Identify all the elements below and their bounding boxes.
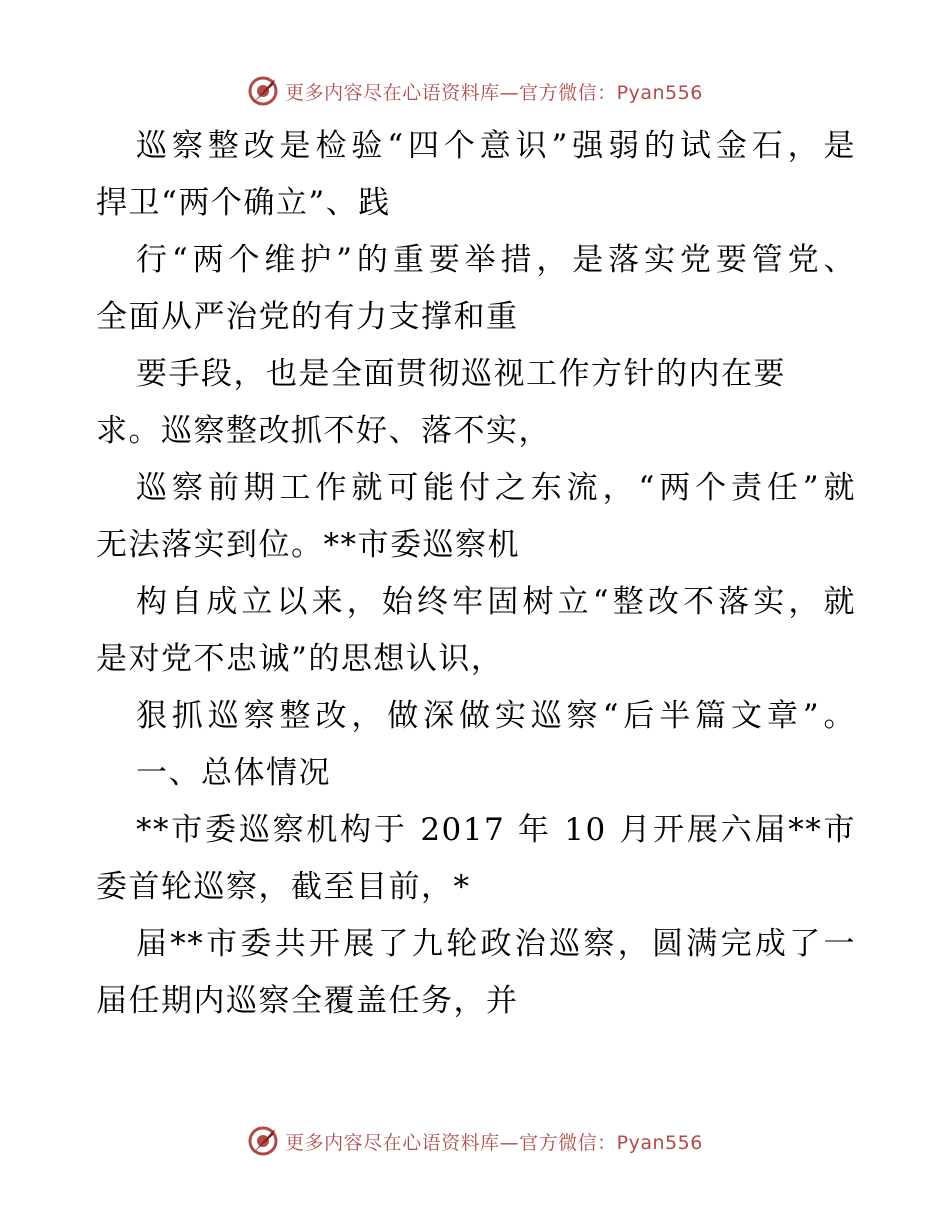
paragraph-3-line-2: 求。巡察整改抓不好、落不实， [96, 413, 551, 449]
paragraph-5-line-1: 构自成立以来，始终牢固树立“整改不落实，就 [136, 584, 856, 620]
document-body [96, 118, 856, 1030]
footer-watermark [0, 1123, 950, 1159]
paragraph-2-line-2: 全面从严治党的有力支撑和重 [96, 299, 519, 335]
pen-logo-icon [247, 1125, 279, 1157]
paragraph-4-line-1: 巡察前期工作就可能付之东流，“两个责任”就 [136, 470, 856, 506]
watermark-text: 更多内容尽在心语资料库—官方微信：Pyan556 [285, 81, 703, 104]
paragraph-5-line-2: 是对党不忠诚”的思想认识， [96, 641, 504, 677]
paragraph-7-line-2: 委首轮巡察，截至目前，* [96, 869, 471, 905]
watermark-text: 更多内容尽在心语资料库—官方微信：Pyan556 [285, 1131, 703, 1154]
paragraph-6-line-1: 狠抓巡察整改，做深做实巡察“后半篇文章”。 [136, 698, 856, 734]
section-heading-1: 一、总体情况 [136, 755, 331, 791]
paragraph-8-line-1: 届**市委共开展了九轮政治巡察，圆满完成了一 [136, 926, 856, 962]
paragraph-3-line-1: 要手段，也是全面贯彻巡视工作方针的内在要 [136, 356, 786, 392]
pen-logo-icon [247, 75, 279, 107]
paragraph-7-line-1: **市委巡察机构于 2017 年 10 月开展六届**市 [136, 812, 856, 848]
paragraph-8-line-2: 届任期内巡察全覆盖任务，并 [96, 983, 519, 1019]
header-watermark [0, 73, 950, 109]
paragraph-1-line-2: 捍卫“两个确立”、践 [96, 185, 391, 221]
paragraph-1-line-1: 巡察整改是检验“四个意识”强弱的试金石，是 [136, 128, 856, 164]
paragraph-4-line-2: 无法落实到位。**市委巡察机 [96, 527, 520, 563]
paragraph-2-line-1: 行“两个维护”的重要举措，是落实党要管党、 [136, 242, 856, 278]
